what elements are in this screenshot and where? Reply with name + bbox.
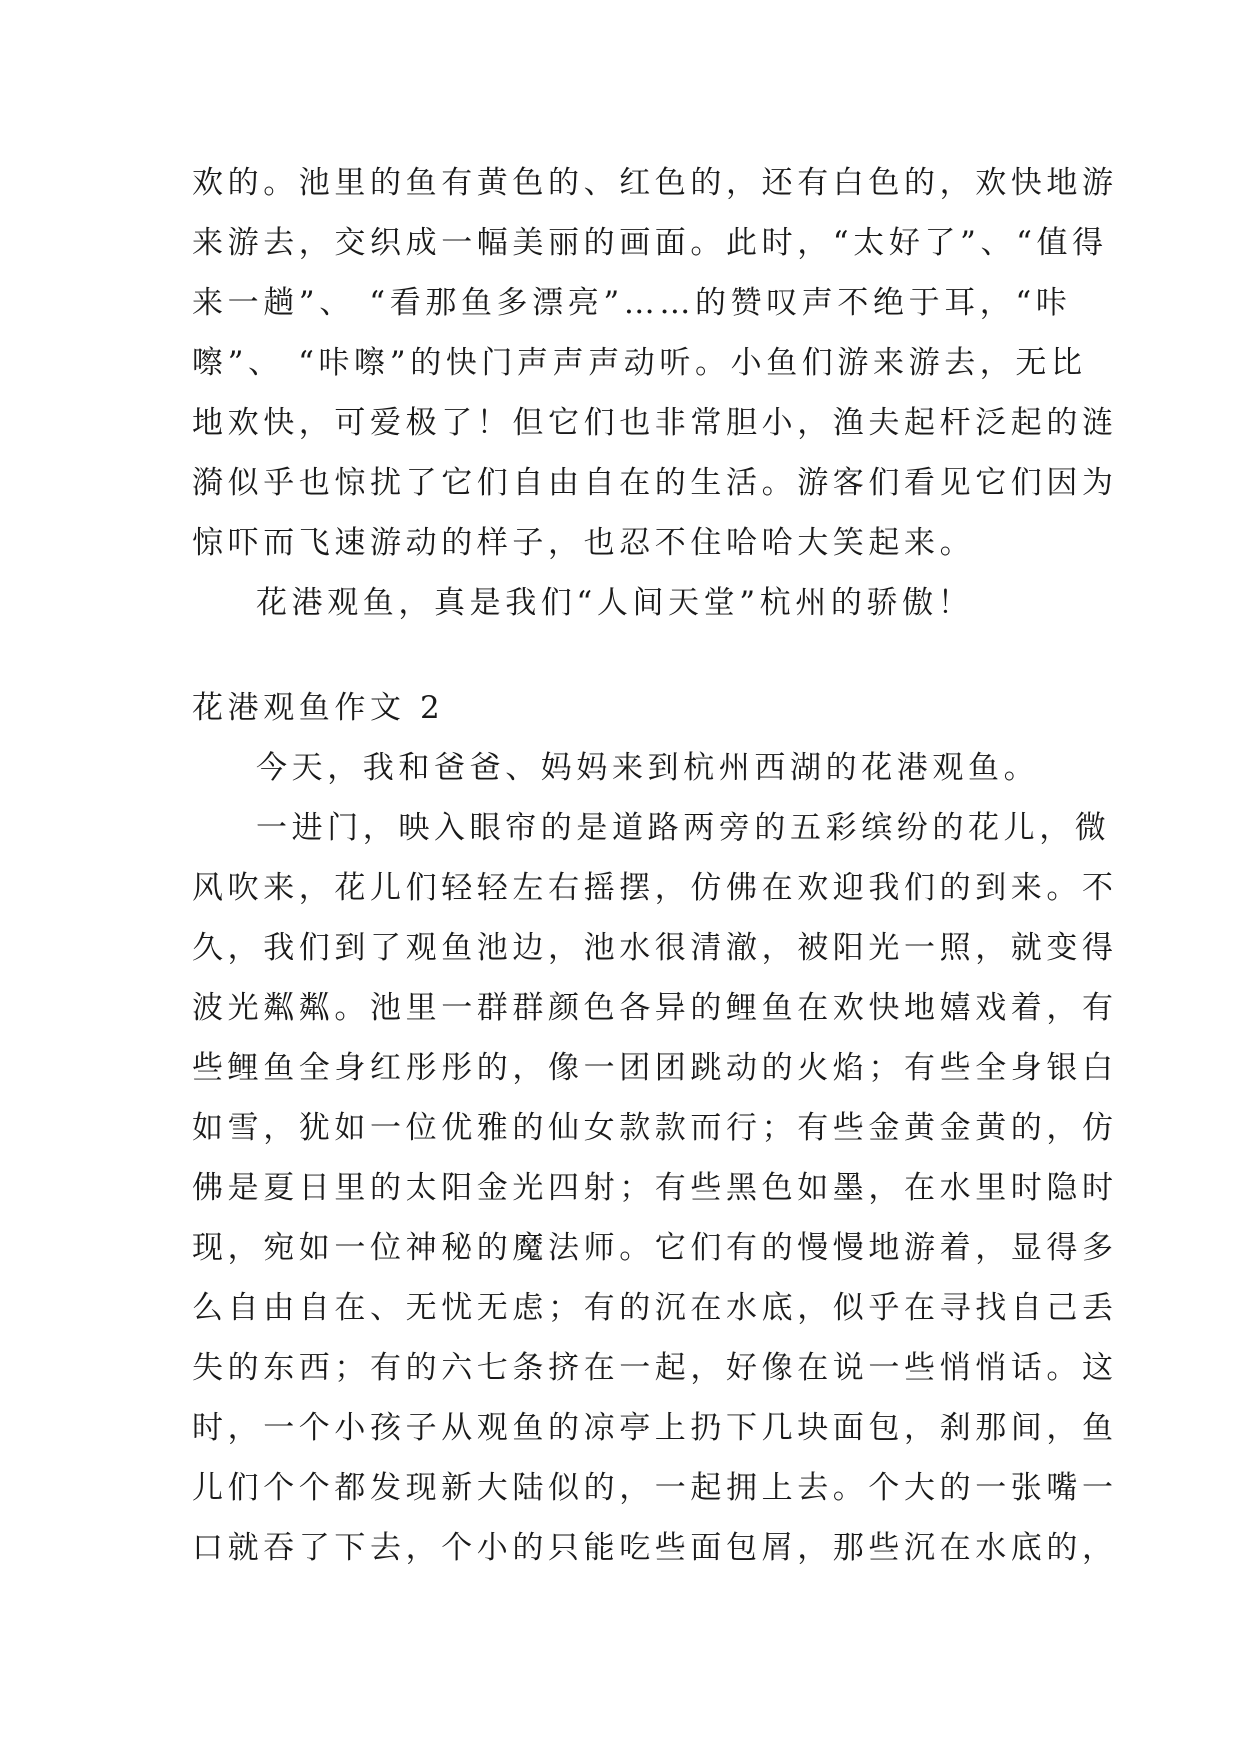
- paragraph-line: 口就吞了下去，个小的只能吃些面包屑，那些沉在水底的，: [192, 1530, 1118, 1566]
- paragraph-line: 佛是夏日里的太阳金光四射；有些黑色如墨，在水里时隐时: [192, 1170, 1118, 1206]
- paragraph-line: 欢的。池里的鱼有黄色的、红色的，还有白色的，欢快地游: [192, 165, 1118, 201]
- paragraph-line: 波光粼粼。池里一群群颜色各异的鲤鱼在欢快地嬉戏着，有: [192, 990, 1118, 1026]
- paragraph-line: 来游去，交织成一幅美丽的画面。此时，“太好了”、“值得: [192, 225, 1108, 261]
- paragraph-line: 如雪，犹如一位优雅的仙女款款而行；有些金黄金黄的，仿: [192, 1110, 1118, 1146]
- paragraph-line: 儿们个个都发现新大陆似的，一起拥上去。个大的一张嘴一: [192, 1470, 1118, 1506]
- section-title: 花港观鱼作文 2: [192, 690, 445, 726]
- paragraph-line: 一进门，映入眼帘的是道路两旁的五彩缤纷的花儿，微: [256, 810, 1111, 846]
- paragraph-line: 嚓”、 “咔嚓”的快门声声声动听。小鱼们游来游去，无比: [192, 345, 1087, 381]
- closing-line: 花港观鱼，真是我们“人间天堂”杭州的骄傲！: [256, 585, 974, 621]
- paragraph-line: 么自由自在、无忧无虑；有的沉在水底，似乎在寻找自己丢: [192, 1290, 1118, 1326]
- paragraph-line: 惊吓而飞速游动的样子，也忍不住哈哈大笑起来。: [192, 525, 976, 561]
- paragraph-line: 失的东西；有的六七条挤在一起，好像在说一些悄悄话。这: [192, 1350, 1118, 1386]
- paragraph-line: 现，宛如一位神秘的魔法师。它们有的慢慢地游着，显得多: [192, 1230, 1118, 1266]
- paragraph-line: 时，一个小孩子从观鱼的凉亭上扔下几块面包，刹那间，鱼: [192, 1410, 1118, 1446]
- paragraph-line: 久，我们到了观鱼池边，池水很清澈，被阳光一照，就变得: [192, 930, 1118, 966]
- paragraph-line: 来一趟”、 “看那鱼多漂亮”……的赞叹声不绝于耳，“咔: [192, 285, 1072, 321]
- paragraph-line: 风吹来，花儿们轻轻左右摇摆，仿佛在欢迎我们的到来。不: [192, 870, 1118, 906]
- paragraph-line: 地欢快，可爱极了！但它们也非常胆小，渔夫起杆泛起的涟: [192, 405, 1118, 441]
- intro-line: 今天，我和爸爸、妈妈来到杭州西湖的花港观鱼。: [256, 750, 1040, 786]
- paragraph-line: 些鲤鱼全身红彤彤的，像一团团跳动的火焰；有些全身银白: [192, 1050, 1118, 1086]
- paragraph-line: 漪似乎也惊扰了它们自由自在的生活。游客们看见它们因为: [192, 465, 1118, 501]
